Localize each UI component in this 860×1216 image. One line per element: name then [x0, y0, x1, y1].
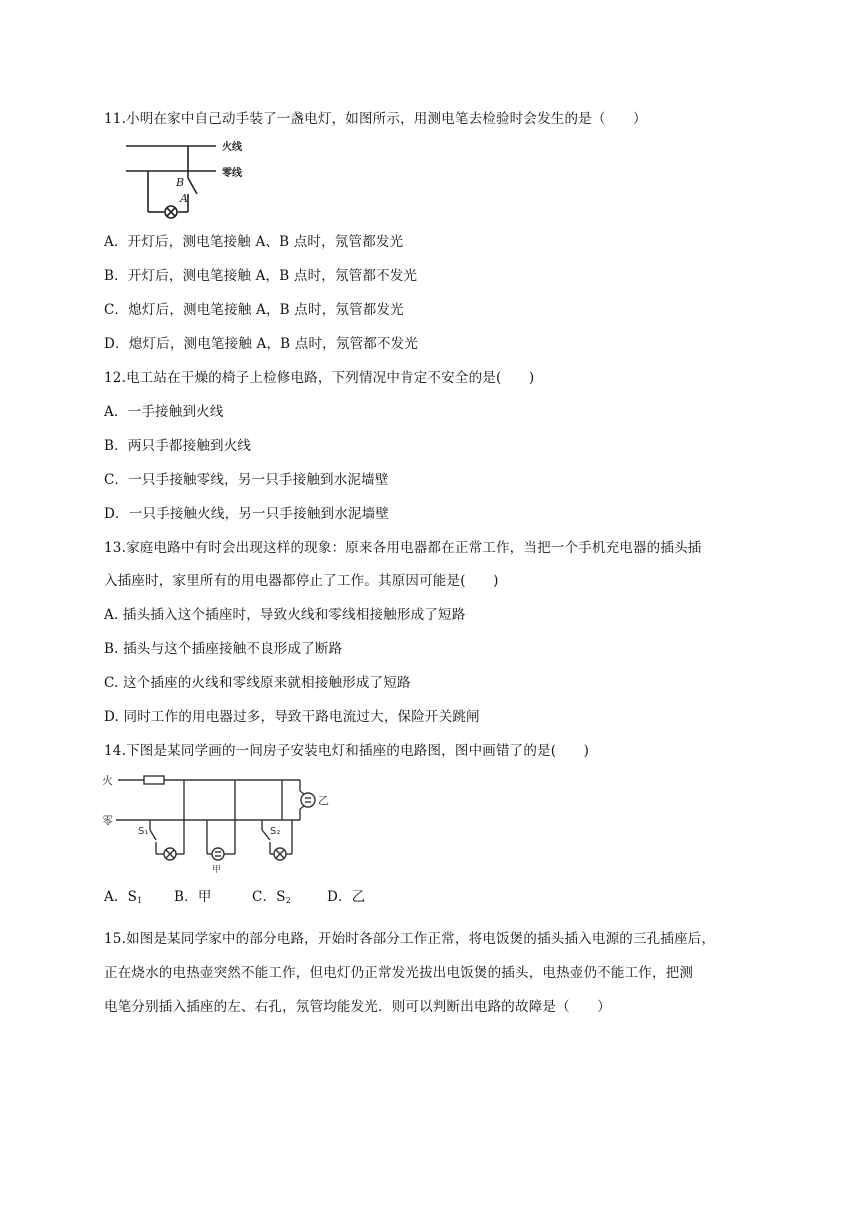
- q15-stem-line3: 电笔分别插入插座的左、右孔，氖管均能发光．则可以判断出电路的故障是（ ）: [104, 999, 611, 1015]
- q15-stem-line2: 正在烧水的电热壶突然不能工作，但电灯仍正常发光拔出电饭煲的插头，电热壶仍不能工作，把测: [104, 965, 694, 981]
- q11-circuit-figure: [124, 136, 254, 220]
- q13-option-a: A. 插头插入这个插座时，导致火线和零线相接触形成了短路: [104, 607, 466, 623]
- q12-option-a: A．一手接触到火线: [104, 404, 224, 420]
- q12-option-b: B．两只手都接触到火线: [104, 438, 252, 454]
- q14-label-live: 火: [102, 774, 113, 787]
- q14-option-b: B．甲: [174, 889, 212, 905]
- q14-label-s2: S₂: [270, 826, 281, 837]
- q11-option-a: A．开灯后，测电笔接触 A、B 点时，氖管都发光: [104, 234, 404, 250]
- q12-stem: 12.电工站在干燥的椅子上检修电路，下列情况中肯定不安全的是( ): [104, 370, 535, 386]
- q13-stem-line2: 入插座时，家里所有的用电器都停止了工作。其原因可能是( ): [104, 573, 499, 589]
- q11-option-d: D．熄灯后，测电笔接触 A，B 点时，氖管都不发光: [104, 336, 419, 352]
- q13-stem-line1: 13.家庭电路中有时会出现这样的现象：原来各用电器都在正常工作，当把一个手机充电器的插头插: [104, 540, 702, 556]
- q14-options: [104, 887, 365, 911]
- q11-label-a: A: [180, 192, 188, 205]
- q14-label-s1: S₁: [138, 826, 149, 837]
- q14-option-a: A．$S_1$: [104, 889, 143, 905]
- q14-stem: 14.下图是某同学画的一间房子安装电灯和插座的电路图，图中画错了的是( ): [104, 743, 590, 759]
- q11-label-live: 火线: [222, 142, 242, 153]
- q13-option-d: D. 同时工作的用电器过多，导致干路电流过大，保险开关跳闸: [104, 709, 480, 725]
- q11-label-b: B: [176, 176, 185, 189]
- q14-label-yi: 乙: [318, 794, 329, 807]
- q11-option-b: B．开灯后，测电笔接触 A，B 点时，氖管都不发光: [104, 268, 418, 284]
- q14-label-jia: 甲: [212, 865, 222, 875]
- q13-option-c: C. 这个插座的火线和零线原来就相接触形成了短路: [104, 675, 411, 691]
- q14-circuit-figure: [100, 768, 340, 876]
- q11-label-neutral: 零线: [222, 168, 242, 179]
- q14-option-d: D．乙: [327, 889, 366, 905]
- q11-option-c: C．熄灯后，测电笔接触 A，B 点时，氖管都发光: [104, 302, 404, 318]
- q12-option-c: C．一只手接触零线，另一只手接触到水泥墙壁: [104, 472, 389, 488]
- q15-stem-line1: 15.如图是某同学家中的部分电路，开始时各部分工作正常，将电饭煲的插头插入电源的三孔插座后，: [104, 931, 716, 947]
- q14-option-c: C．$S_2$: [252, 889, 291, 905]
- q13-option-b: B. 插头与这个插座接触不良形成了断路: [104, 641, 343, 657]
- q12-option-d: D．一只手接触火线，另一只手接触到水泥墙壁: [104, 506, 390, 522]
- q11-stem: 11.小明在家中自己动手装了一盏电灯，如图所示，用测电笔去检验时会发生的是（ ）: [104, 111, 647, 127]
- q14-label-neutral: 零: [102, 814, 113, 827]
